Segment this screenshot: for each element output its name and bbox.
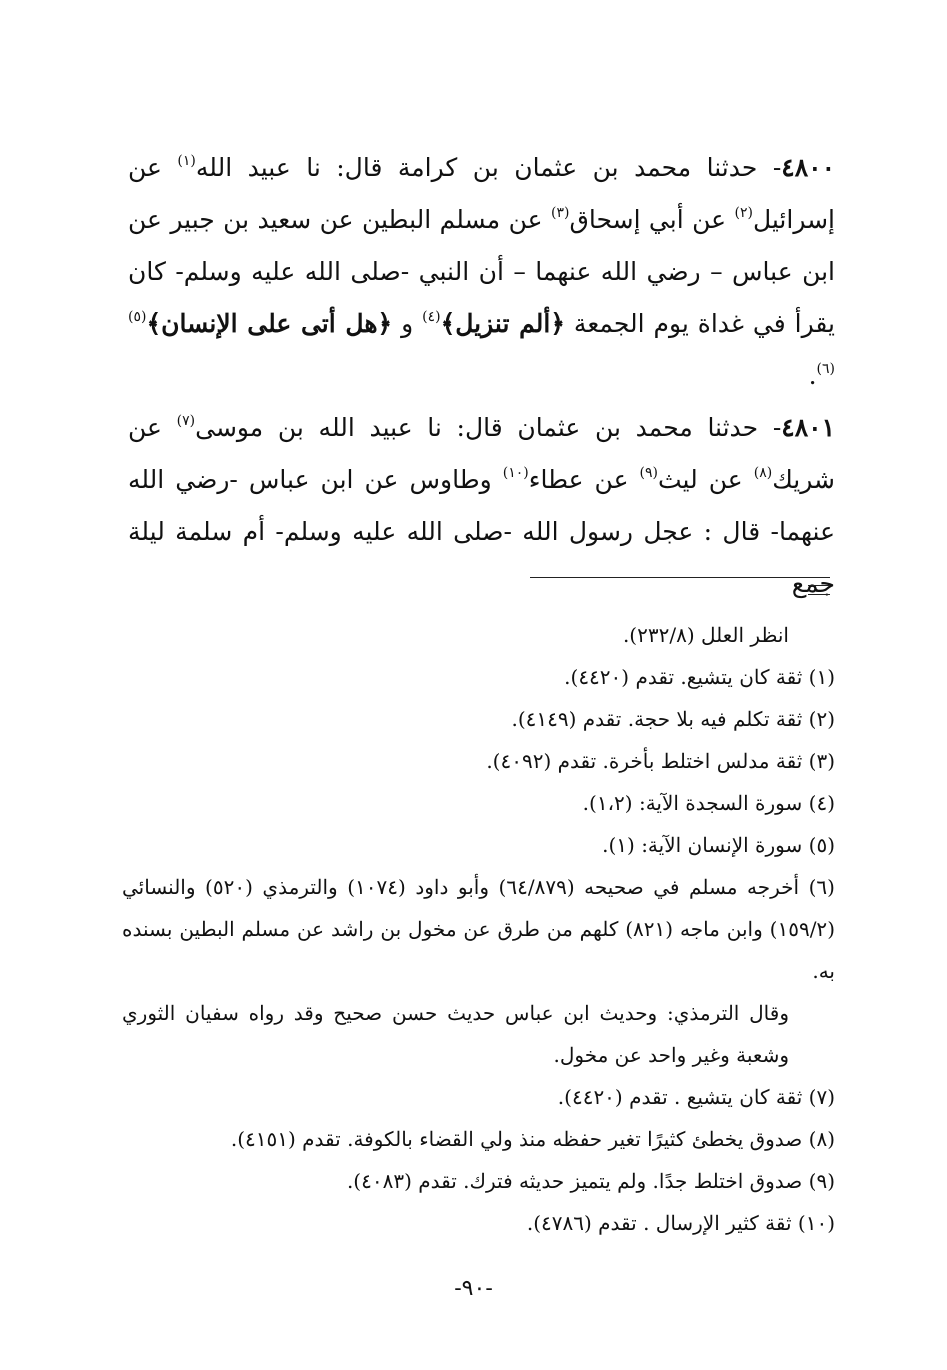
continuation-mark — [808, 585, 830, 595]
hadith-number: ٤٨٠٠ — [781, 153, 835, 182]
footnote-8: (٨) صدوق يخطئ كثيرًا تغير حفظه منذ ولي القضاء بالكوفة. تقدم (٤١٥١). — [230, 1127, 835, 1151]
hadith-number: ٤٨٠١ — [781, 413, 835, 442]
footnote-ref: (٥)(٦) — [128, 308, 835, 377]
footnote-5: (٥) سورة الإنسان الآية: (١). — [602, 833, 835, 857]
hadith-text — [128, 142, 835, 610]
footnote-6-continued: وقال الترمذي: وحديث ابن عباس حديث حسن صحيح وقد رواه سفيان الثوري وشعبة وغير واحد عن مخول. — [122, 1001, 789, 1067]
footnote-ref: (٤) — [422, 308, 441, 325]
footnote-ref: (٩) — [639, 464, 658, 481]
footnote-4: (٤) سورة السجدة الآية: (١،٢). — [582, 791, 835, 815]
quran-surah-title: ﴿ألم تنزيل﴾ — [440, 309, 565, 338]
footnote-ref: (٣) — [551, 204, 570, 221]
hadith-4801: ٤٨٠١- حدثنا محمد بن عثمان قال: نا عبيد الله بن موسى$^{(٧)}$ عن شريك$^{(٨)}$ عن ليث$^{(٩)}$ عن عطاء$^{(١٠)}$ وطاوس عن ابن عباس -رضي الله عنهما- قال : عجل رسول الله -صلى الله عليه وسلم- أم سلمة ليلة جمع — [128, 412, 835, 598]
footnote-intro: انظر العلل (٢٣٢/٨). — [622, 623, 789, 647]
footnote-3: (٣) ثقة مدلس اختلط بأخرة. تقدم (٤٠٩٢). — [486, 749, 835, 773]
footnote-separator — [530, 577, 830, 578]
footnote-10: (١٠) ثقة كثير الإرسال . تقدم (٤٧٨٦). — [526, 1211, 835, 1235]
page-number: -٩٠- — [454, 1276, 493, 1301]
footnote-7: (٧) ثقة كان يتشيع . تقدم (٤٤٢٠). — [557, 1085, 835, 1109]
footnote-ref: (٧) — [176, 412, 196, 429]
footnote-9: (٩) صدوق اختلط جدًا. ولم يتميز حديثه فترك. تقدم (٤٠٨٣). — [346, 1169, 835, 1193]
footnote-ref: (١) — [177, 152, 196, 169]
footnotes — [122, 614, 835, 1244]
quran-surah-title: ﴿هل أتى على الإنسان﴾ — [146, 309, 393, 338]
footnote-2: (٢) ثقة تكلم فيه بلا حجة. تقدم (٤١٤٩). — [511, 707, 835, 731]
footnote-ref: (١٠) — [502, 464, 529, 481]
footnote-6: (٦) أخرجه مسلم في صحيحه (٦٤/٨٧٩) وأبو داود (١٠٧٤) والترمذي (٥٢٠) والنسائي (١٥٩/٢) وابن ماجه (٨٢١) كلهم من طرق عن مخول بن راشد عن مسلم البطين بسنده به. — [122, 875, 835, 983]
hadith-4800: ٤٨٠٠- حدثنا محمد بن عثمان بن كرامة قال: نا عبيد الله$^{(١)}$ عن إسرائيل$^{(٢)}$ عن أبي إسحاق$^{(٣)}$ عن مسلم البطين عن سعيد بن جبير عن ابن عباس – رضي الله عنهما – أن النبي -صلى الله عليه وسلم- كان يقرأ في غداة يوم الجمعة ﴿ألم تنزيل﴾$^{(٤)}$ و ﴿هل أتى على الإنسان﴾$^{(٥)(٦)}$. — [128, 152, 836, 390]
footnote-ref: (٢) — [734, 204, 753, 221]
footnote-1: (١) ثقة كان يتشيع. تقدم (٤٤٢٠). — [564, 665, 835, 689]
footnote-ref: (٨) — [753, 464, 773, 481]
